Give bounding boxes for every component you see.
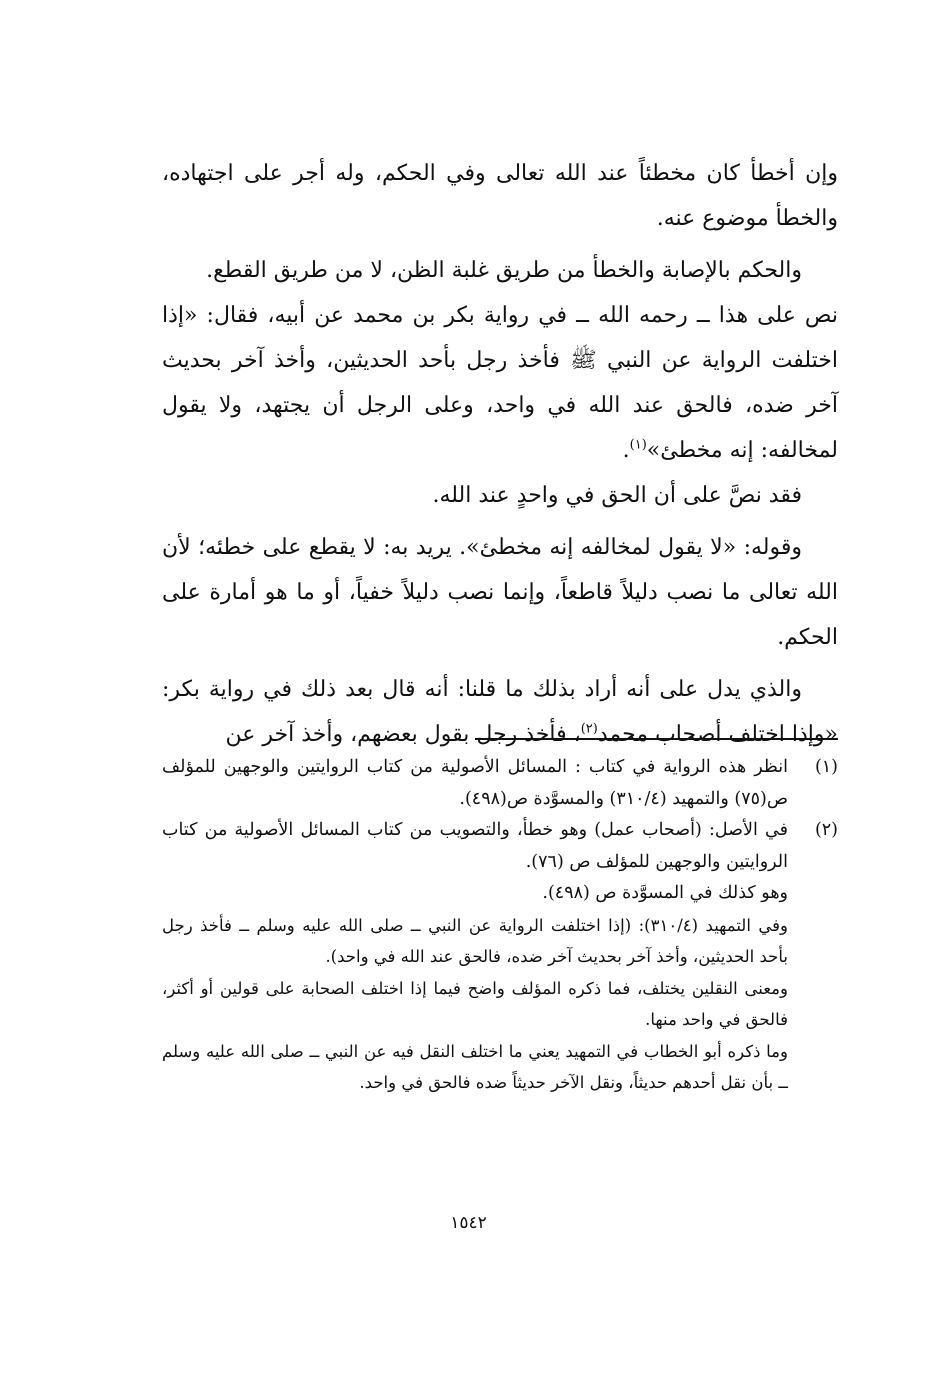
footnote-separator	[475, 738, 838, 740]
footnote-ref-1: (١)	[629, 437, 647, 453]
paragraph-6	[162, 667, 838, 757]
paragraph-1: وإن أخطأ كان مخطئاً عند الله تعالى وفي الحكم، وله أجر على اجتهاده، والخطأ موضوع عنه.	[162, 161, 838, 231]
page-number: ١٥٤٢	[450, 1213, 487, 1233]
footnote-1	[162, 752, 838, 815]
paragraph-5: وقوله: «لا يقول لمخالفه إنه مخطئ». يريد به: لا يقطع على خطئه؛ لأن الله تعالى ما نصب دليلاً قاطعاً، وإنما نصب دليلاً خفياً، أو ما هو أمارة على الحكم.	[162, 535, 838, 650]
footnote-2-line-5: وما ذكره أبو الخطاب في التمهيد يعني ما اختلف النقل فيه عن النبي ــ صلى الله عليه وسلم ــ بأن نقل أحدهم حديثاً، ونقل الآخر حديثاً ضده فالحق في واحد.	[162, 1041, 788, 1092]
footnote-body-2	[162, 815, 788, 1099]
main-text	[162, 151, 838, 757]
paragraph-6-part-b: ، فأخذ رجل بقول بعضهم، وأخذ آخر عن	[225, 722, 581, 747]
footnote-2	[162, 815, 838, 1099]
footnote-1-text: انظر هذه الرواية في كتاب : المسائل الأصولية من كتاب الروايتين والوجهين للمؤلف ص(٧٥) والتمهيد (٣١٠/٤) والمسوَّدة ص(٤٩٨).	[162, 757, 788, 809]
quote-text: نص على هذا ــ رحمه الله ــ في رواية بكر بن محمد عن أبيه، فقال: «إذا اختلفت الرواية عن النبي ﷺ فأخذ رجل بأحد الحديثين، وأخذ آخر بحديث آخر ضده، فالحق عند الله في واحد، وعلى الرجل أن يجتهد، ولا يقول لمخالفه: إنه مخطئ»	[162, 303, 838, 463]
footnote-2-line-2: وهو كذلك في المسوَّدة ص (٤٩٨).	[542, 883, 788, 903]
footnote-2-line-1: في الأصل: (أصحاب عمل) وهو خطأ، والتصويب من كتاب المسائل الأصولية من كتاب الروايتين والوجهين للمؤلف ص (٧٦).	[162, 820, 788, 872]
footnote-number-2: (٢)	[814, 820, 838, 840]
footnotes	[162, 752, 838, 1099]
paragraph-6-part-a: والذي يدل على أنه أراد بذلك ما قلنا: أنه قال بعد ذلك في رواية بكر: «وإذا اختلف أصحاب محمد	[162, 677, 838, 747]
footnote-2-line-4: ومعنى النقلين يختلف، فما ذكره المؤلف واضح فيما إذا اختلف الصحابة على قولين أو أكثر، فالحق في واحد منها.	[162, 978, 788, 1029]
footnote-ref-2: (٢)	[580, 721, 598, 737]
paragraph-2: والحكم بالإصابة والخطأ من طريق غلبة الظن، لا من طريق القطع.	[206, 258, 802, 283]
paragraph-3: نص على هذا ــ رحمه الله ــ في رواية بكر بن محمد عن أبيه، فقال: «إذا اختلفت الرواية عن النبي ﷺ فأخذ رجل بأحد الحديثين، وأخذ آخر بحديث آخر ضده، فالحق عند الله في واحد، وعلى الرجل أن يجتهد، ولا يقول لمخالفه: إنه مخطئ»$^{(١)}$.	[162, 303, 838, 463]
footnote-number-1: (١)	[814, 757, 838, 777]
footnote-body-1	[162, 752, 788, 815]
paragraph-4: فقد نصَّ على أن الحق في واحدٍ عند الله.	[432, 483, 802, 508]
footnote-2-line-3: وفي التمهيد (٣١٠/٤): (إذا اختلفت الرواية عن النبي ــ صلى الله عليه وسلم ــ فأخذ رجل بأحد الحديثين، وأخذ آخر بحديث آخر ضده، فالحق عند الله في واحد).	[162, 915, 788, 966]
